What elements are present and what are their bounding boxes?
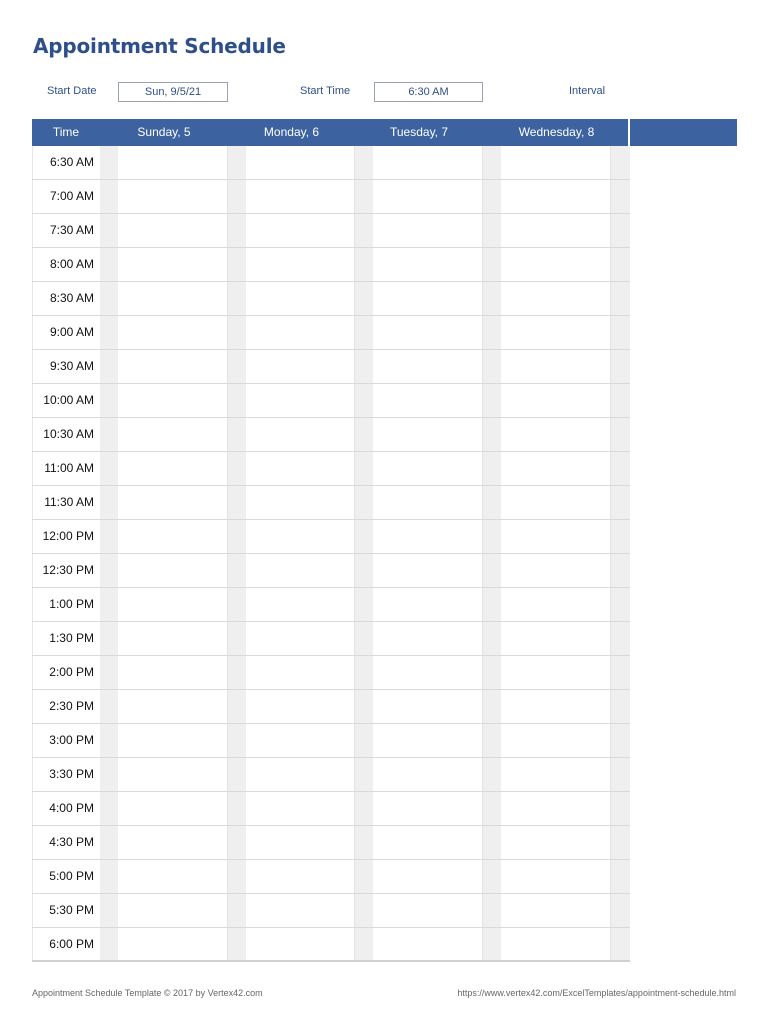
table-row xyxy=(32,146,630,180)
cell-marker xyxy=(483,248,501,281)
cell-marker xyxy=(611,758,630,791)
cell-marker xyxy=(355,656,373,689)
appointment-cell-sunday[interactable] xyxy=(118,792,228,825)
cell-marker xyxy=(611,690,630,723)
cell-marker xyxy=(100,690,118,723)
cell-marker xyxy=(100,860,118,893)
appointment-cell-sunday[interactable] xyxy=(118,656,228,689)
cell-marker xyxy=(228,826,246,859)
appointment-cell-monday[interactable] xyxy=(246,384,355,417)
appointment-cell-wednesday[interactable] xyxy=(501,928,611,960)
cell-marker xyxy=(228,214,246,247)
appointment-cell-wednesday[interactable] xyxy=(501,622,611,655)
appointment-cell-tuesday[interactable] xyxy=(373,554,483,587)
cell-marker xyxy=(483,826,501,859)
cell-marker xyxy=(483,384,501,417)
cell-marker xyxy=(611,588,630,621)
appointment-cell-monday[interactable] xyxy=(246,656,355,689)
cell-marker xyxy=(611,180,630,213)
appointment-cell-monday[interactable] xyxy=(246,452,355,485)
cell-marker xyxy=(228,520,246,553)
appointment-cell-wednesday[interactable] xyxy=(501,384,611,417)
cell-marker xyxy=(228,248,246,281)
cell-marker xyxy=(611,350,630,383)
cell-marker xyxy=(100,282,118,315)
cell-marker xyxy=(228,554,246,587)
cell-marker xyxy=(228,758,246,791)
appointment-cell-monday[interactable] xyxy=(246,418,355,451)
cell-marker xyxy=(611,656,630,689)
cell-marker xyxy=(355,350,373,383)
time-label: 5:00 PM xyxy=(32,860,100,893)
table-row xyxy=(32,350,630,384)
appointment-cell-sunday[interactable] xyxy=(118,350,228,383)
appointment-cell-sunday[interactable] xyxy=(118,316,228,349)
appointment-cell-monday[interactable] xyxy=(246,180,355,213)
cell-marker xyxy=(611,316,630,349)
cell-marker xyxy=(483,894,501,927)
appointment-cell-monday[interactable] xyxy=(246,554,355,587)
appointment-cell-wednesday[interactable] xyxy=(501,554,611,587)
cell-marker xyxy=(483,418,501,451)
interval-label: Interval xyxy=(569,85,606,97)
appointment-cell-monday[interactable] xyxy=(246,928,355,960)
appointment-cell-wednesday[interactable] xyxy=(501,758,611,791)
appointment-cell-tuesday[interactable] xyxy=(373,758,483,791)
appointment-cell-tuesday[interactable] xyxy=(373,928,483,960)
appointment-cell-wednesday[interactable] xyxy=(501,248,611,281)
appointment-cell-wednesday[interactable] xyxy=(501,792,611,825)
table-row xyxy=(32,418,630,452)
appointment-cell-monday[interactable] xyxy=(246,826,355,859)
cell-marker xyxy=(228,622,246,655)
cell-marker xyxy=(228,316,246,349)
cell-marker xyxy=(100,724,118,757)
time-label: 2:00 PM xyxy=(32,656,100,689)
table-row xyxy=(32,860,630,894)
cell-marker xyxy=(100,588,118,621)
cell-marker xyxy=(483,554,501,587)
appointment-cell-wednesday[interactable] xyxy=(501,588,611,621)
start-date-label: Start Date xyxy=(47,85,97,97)
cell-marker xyxy=(483,452,501,485)
cell-marker xyxy=(355,792,373,825)
footer-url[interactable]: https://www.vertex42.com/ExcelTemplates/appointment-schedule.html xyxy=(457,988,736,998)
cell-marker xyxy=(483,180,501,213)
appointment-cell-sunday[interactable] xyxy=(118,180,228,213)
appointment-cell-sunday[interactable] xyxy=(118,248,228,281)
time-label: 7:30 AM xyxy=(32,214,100,247)
appointment-cell-wednesday[interactable] xyxy=(501,826,611,859)
time-label: 12:00 PM xyxy=(32,520,100,553)
table-row xyxy=(32,894,630,928)
cell-marker xyxy=(355,418,373,451)
appointment-cell-monday[interactable] xyxy=(246,282,355,315)
cell-marker xyxy=(228,282,246,315)
cell-marker xyxy=(228,928,246,960)
cell-marker xyxy=(611,248,630,281)
appointment-cell-sunday[interactable] xyxy=(118,486,228,519)
header-day-wednesday: Wednesday, 8 xyxy=(518,125,595,139)
cell-marker xyxy=(611,894,630,927)
table-row xyxy=(32,758,630,792)
time-label: 11:30 AM xyxy=(32,486,100,519)
appointment-cell-monday[interactable] xyxy=(246,214,355,247)
appointment-cell-monday[interactable] xyxy=(246,316,355,349)
table-row xyxy=(32,792,630,826)
cell-marker xyxy=(100,350,118,383)
cell-marker xyxy=(355,384,373,417)
cell-marker xyxy=(100,486,118,519)
cell-marker xyxy=(228,690,246,723)
appointment-cell-tuesday[interactable] xyxy=(373,656,483,689)
appointment-cell-sunday[interactable] xyxy=(118,520,228,553)
cell-marker xyxy=(483,792,501,825)
appointment-cell-tuesday[interactable] xyxy=(373,452,483,485)
cell-marker xyxy=(100,894,118,927)
cell-marker xyxy=(228,588,246,621)
cell-marker xyxy=(483,486,501,519)
cell-marker xyxy=(355,520,373,553)
appointment-cell-sunday[interactable] xyxy=(118,282,228,315)
cell-marker xyxy=(611,418,630,451)
table-row xyxy=(32,520,630,554)
cell-marker xyxy=(100,656,118,689)
cell-marker xyxy=(483,622,501,655)
start-time-label: Start Time xyxy=(300,85,351,97)
cell-marker xyxy=(355,826,373,859)
appointment-cell-sunday[interactable] xyxy=(118,418,228,451)
cell-marker xyxy=(483,588,501,621)
cell-marker xyxy=(100,554,118,587)
cell-marker xyxy=(483,282,501,315)
appointment-cell-monday[interactable] xyxy=(246,758,355,791)
time-label: 1:00 PM xyxy=(32,588,100,621)
page-title: Appointment Schedule xyxy=(33,34,286,58)
appointment-cell-sunday[interactable] xyxy=(118,554,228,587)
table-row xyxy=(32,384,630,418)
appointment-cell-sunday[interactable] xyxy=(118,826,228,859)
schedule-grid xyxy=(32,146,630,962)
cell-marker xyxy=(483,214,501,247)
table-row xyxy=(32,554,630,588)
cell-marker xyxy=(228,486,246,519)
cell-marker xyxy=(228,792,246,825)
cell-marker xyxy=(355,248,373,281)
appointment-cell-monday[interactable] xyxy=(246,690,355,723)
appointment-cell-wednesday[interactable] xyxy=(501,214,611,247)
time-label: 11:00 AM xyxy=(32,452,100,485)
cell-marker xyxy=(483,656,501,689)
appointment-cell-tuesday[interactable] xyxy=(373,622,483,655)
cell-marker xyxy=(611,282,630,315)
cell-marker xyxy=(228,860,246,893)
time-label: 12:30 PM xyxy=(32,554,100,587)
table-row xyxy=(32,826,630,860)
cell-marker xyxy=(355,860,373,893)
cell-marker xyxy=(483,146,501,179)
appointment-cell-monday[interactable] xyxy=(246,486,355,519)
appointment-cell-wednesday[interactable] xyxy=(501,690,611,723)
table-row xyxy=(32,214,630,248)
appointment-cell-sunday[interactable] xyxy=(118,452,228,485)
cell-marker xyxy=(611,724,630,757)
appointment-cell-monday[interactable] xyxy=(246,350,355,383)
header-time: Time xyxy=(52,125,80,139)
cell-marker xyxy=(355,486,373,519)
cell-marker xyxy=(355,928,373,960)
time-label: 5:30 PM xyxy=(32,894,100,927)
appointment-cell-wednesday[interactable] xyxy=(501,724,611,757)
cell-marker xyxy=(355,690,373,723)
cell-marker xyxy=(100,214,118,247)
cell-marker xyxy=(100,758,118,791)
cell-marker xyxy=(611,928,630,960)
appointment-cell-tuesday[interactable] xyxy=(373,146,483,179)
table-row xyxy=(32,690,630,724)
cell-marker xyxy=(611,826,630,859)
appointment-cell-wednesday[interactable] xyxy=(501,894,611,927)
appointment-cell-sunday[interactable] xyxy=(118,588,228,621)
cell-marker xyxy=(355,282,373,315)
table-row xyxy=(32,928,630,962)
cell-marker xyxy=(611,792,630,825)
appointment-cell-tuesday[interactable] xyxy=(373,316,483,349)
time-label: 6:30 AM xyxy=(32,146,100,179)
cell-marker xyxy=(611,554,630,587)
appointment-cell-wednesday[interactable] xyxy=(501,520,611,553)
cell-marker xyxy=(355,622,373,655)
header-day-monday: Monday, 6 xyxy=(263,125,320,139)
cell-marker xyxy=(228,656,246,689)
table-row xyxy=(32,656,630,690)
cell-marker xyxy=(100,792,118,825)
cell-marker xyxy=(483,690,501,723)
table-row xyxy=(32,248,630,282)
cell-marker xyxy=(228,452,246,485)
appointment-cell-wednesday[interactable] xyxy=(501,452,611,485)
appointment-cell-wednesday[interactable] xyxy=(501,418,611,451)
appointment-cell-tuesday[interactable] xyxy=(373,214,483,247)
appointment-cell-tuesday[interactable] xyxy=(373,724,483,757)
cell-marker xyxy=(483,928,501,960)
cell-marker xyxy=(355,894,373,927)
appointment-cell-tuesday[interactable] xyxy=(373,282,483,315)
header-day-sunday: Sunday, 5 xyxy=(137,125,191,139)
appointment-cell-tuesday[interactable] xyxy=(373,248,483,281)
cell-marker xyxy=(355,214,373,247)
appointment-cell-wednesday[interactable] xyxy=(501,146,611,179)
cell-marker xyxy=(100,180,118,213)
cell-marker xyxy=(100,452,118,485)
appointment-cell-tuesday[interactable] xyxy=(373,486,483,519)
appointment-cell-tuesday[interactable] xyxy=(373,588,483,621)
table-row xyxy=(32,622,630,656)
appointment-cell-wednesday[interactable] xyxy=(501,282,611,315)
appointment-cell-sunday[interactable] xyxy=(118,860,228,893)
time-label: 9:00 AM xyxy=(32,316,100,349)
appointment-cell-wednesday[interactable] xyxy=(501,350,611,383)
appointment-cell-sunday[interactable] xyxy=(118,384,228,417)
appointment-cell-monday[interactable] xyxy=(246,248,355,281)
cell-marker xyxy=(611,214,630,247)
appointment-cell-sunday[interactable] xyxy=(118,146,228,179)
cell-marker xyxy=(483,860,501,893)
cell-marker xyxy=(100,316,118,349)
time-label: 1:30 PM xyxy=(32,622,100,655)
cell-marker xyxy=(355,724,373,757)
time-label: 8:00 AM xyxy=(32,248,100,281)
appointment-cell-tuesday[interactable] xyxy=(373,826,483,859)
appointment-cell-sunday[interactable] xyxy=(118,894,228,927)
table-row xyxy=(32,316,630,350)
appointment-cell-tuesday[interactable] xyxy=(373,894,483,927)
table-row xyxy=(32,724,630,758)
cell-marker xyxy=(355,758,373,791)
appointment-cell-monday[interactable] xyxy=(246,588,355,621)
appointment-cell-tuesday[interactable] xyxy=(373,690,483,723)
cell-marker xyxy=(228,350,246,383)
time-label: 6:00 PM xyxy=(32,928,100,960)
appointment-cell-monday[interactable] xyxy=(246,146,355,179)
appointment-cell-tuesday[interactable] xyxy=(373,520,483,553)
appointment-cell-monday[interactable] xyxy=(246,860,355,893)
cell-marker xyxy=(611,384,630,417)
time-label: 10:00 AM xyxy=(32,384,100,417)
cell-marker xyxy=(228,724,246,757)
start-date-field[interactable]: Sun, 9/5/21 xyxy=(118,82,228,102)
cell-marker xyxy=(355,452,373,485)
header-divider xyxy=(628,119,630,146)
cell-marker xyxy=(483,758,501,791)
cell-marker xyxy=(611,860,630,893)
time-label: 9:30 AM xyxy=(32,350,100,383)
appointment-cell-tuesday[interactable] xyxy=(373,860,483,893)
header-day-tuesday: Tuesday, 7 xyxy=(389,125,449,139)
cell-marker xyxy=(100,384,118,417)
start-time-field[interactable]: 6:30 AM xyxy=(374,82,483,102)
time-label: 7:00 AM xyxy=(32,180,100,213)
time-label: 10:30 AM xyxy=(32,418,100,451)
appointment-cell-monday[interactable] xyxy=(246,520,355,553)
cell-marker xyxy=(355,588,373,621)
appointment-cell-wednesday[interactable] xyxy=(501,860,611,893)
cell-marker xyxy=(611,146,630,179)
cell-marker xyxy=(100,928,118,960)
appointment-cell-tuesday[interactable] xyxy=(373,418,483,451)
cell-marker xyxy=(100,520,118,553)
cell-marker xyxy=(100,622,118,655)
cell-marker xyxy=(611,452,630,485)
footer-copyright: Appointment Schedule Template © 2017 by Vertex42.com xyxy=(32,988,263,998)
appointment-cell-monday[interactable] xyxy=(246,724,355,757)
cell-marker xyxy=(228,384,246,417)
appointment-cell-tuesday[interactable] xyxy=(373,792,483,825)
table-row xyxy=(32,452,630,486)
appointment-cell-tuesday[interactable] xyxy=(373,384,483,417)
cell-marker xyxy=(355,180,373,213)
cell-marker xyxy=(100,146,118,179)
appointment-cell-monday[interactable] xyxy=(246,622,355,655)
cell-marker xyxy=(228,418,246,451)
cell-marker xyxy=(483,520,501,553)
cell-marker xyxy=(483,350,501,383)
cell-marker xyxy=(483,724,501,757)
appointment-cell-wednesday[interactable] xyxy=(501,316,611,349)
table-row xyxy=(32,282,630,316)
time-label: 3:00 PM xyxy=(32,724,100,757)
cell-marker xyxy=(228,146,246,179)
appointment-cell-wednesday[interactable] xyxy=(501,486,611,519)
time-label: 3:30 PM xyxy=(32,758,100,791)
appointment-cell-sunday[interactable] xyxy=(118,758,228,791)
cell-marker xyxy=(483,316,501,349)
appointment-cell-tuesday[interactable] xyxy=(373,180,483,213)
appointment-cell-sunday[interactable] xyxy=(118,928,228,960)
appointment-cell-sunday[interactable] xyxy=(118,724,228,757)
appointment-cell-monday[interactable] xyxy=(246,894,355,927)
time-label: 4:00 PM xyxy=(32,792,100,825)
appointment-cell-sunday[interactable] xyxy=(118,690,228,723)
appointment-cell-sunday[interactable] xyxy=(118,214,228,247)
cell-marker xyxy=(100,248,118,281)
cell-marker xyxy=(228,180,246,213)
time-label: 2:30 PM xyxy=(32,690,100,723)
appointment-cell-tuesday[interactable] xyxy=(373,350,483,383)
schedule-header xyxy=(32,119,737,146)
table-row xyxy=(32,588,630,622)
appointment-cell-wednesday[interactable] xyxy=(501,656,611,689)
cell-marker xyxy=(355,146,373,179)
cell-marker xyxy=(100,418,118,451)
time-label: 8:30 AM xyxy=(32,282,100,315)
cell-marker xyxy=(228,894,246,927)
appointment-cell-wednesday[interactable] xyxy=(501,180,611,213)
cell-marker xyxy=(355,554,373,587)
cell-marker xyxy=(611,520,630,553)
cell-marker xyxy=(355,316,373,349)
cell-marker xyxy=(611,486,630,519)
cell-marker xyxy=(100,826,118,859)
cell-marker xyxy=(611,622,630,655)
time-label: 4:30 PM xyxy=(32,826,100,859)
appointment-cell-monday[interactable] xyxy=(246,792,355,825)
table-row xyxy=(32,180,630,214)
appointment-cell-sunday[interactable] xyxy=(118,622,228,655)
table-row xyxy=(32,486,630,520)
